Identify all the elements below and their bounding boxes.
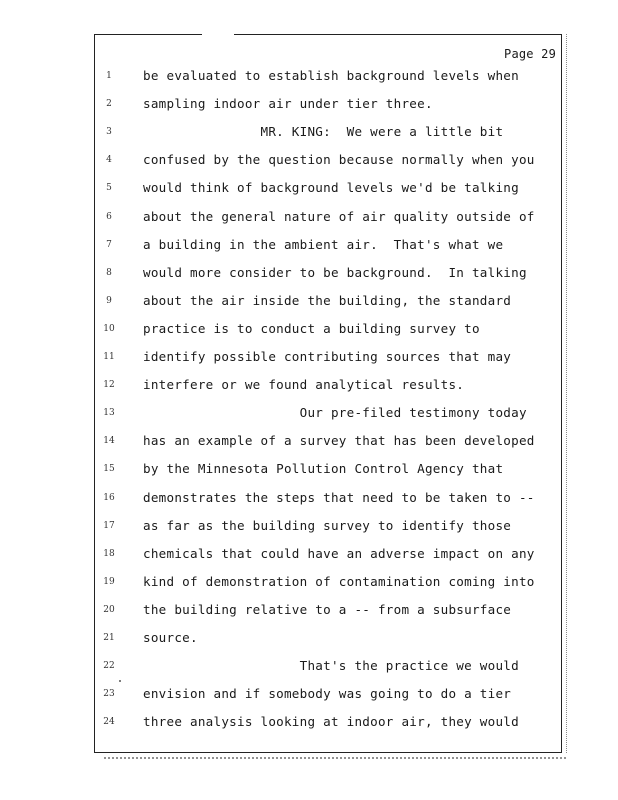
line-number: 24 [103,717,115,728]
line-number: 13 [103,408,115,419]
line-text: identify possible contributing sources that may [143,349,512,364]
page-number: Page 29 [504,47,556,61]
frame-top-gap [202,31,234,37]
line-number: 3 [106,127,112,138]
line-number: 6 [106,211,112,222]
line-text: three analysis looking at indoor air, they would [143,714,519,730]
line-text: the building relative to a -- from a subsurface [143,601,512,617]
line-number: 11 [103,352,115,362]
line-number: 15 [103,464,115,475]
line-number: 17 [103,520,115,531]
line-text: demonstrates the steps that need to be taken to -- [143,489,535,505]
line-text: by the Minnesota Pollution Control Agency that [143,461,504,477]
line-text: be evaluated to establish background levels when [143,68,519,83]
line-text: practice is to conduct a building survey to [143,320,480,336]
right-margin-rule [566,34,568,753]
line-text: about the general nature of air quality outside of [143,208,535,224]
line-number: 23 [103,689,115,700]
line-text: confused by the question because normally when you [143,152,535,168]
line-number: 1 [106,71,112,81]
line-number: 10 [103,323,115,334]
line-text: as far as the building survey to identify those [143,517,512,533]
line-number: 19 [103,576,115,587]
line-number: 9 [106,295,112,306]
line-text: That's the practice we would [143,658,519,674]
line-text: kind of demonstration of contamination coming into [143,573,535,589]
line-text: has an example of a survey that has been developed [143,433,535,449]
line-number: 16 [103,492,115,503]
line-number: 20 [103,604,115,615]
line-text: chemicals that could have an adverse impact on any [143,545,535,561]
line-number: 4 [106,155,112,166]
transcript-page-frame [94,34,562,753]
line-text: MR. KING: We were a little bit [143,124,504,140]
line-text: would think of background levels we'd be talking [143,180,519,196]
line-text: interfere or we found analytical results. [143,377,465,393]
line-text: envision and if somebody was going to do a tier [143,686,512,702]
line-text: source. [143,630,198,645]
line-text: sampling indoor air under tier three. [143,96,433,112]
line-number: 8 [106,267,112,278]
line-text: Our pre-filed testimony today [143,405,527,421]
line-number: 22 [103,661,115,672]
line-text: a building in the ambient air. That's what we [143,236,504,252]
footer-rule [104,757,566,763]
line-number: 2 [106,99,112,110]
line-text: would more consider to be background. In talking [143,264,527,280]
scan-speck [119,680,121,682]
line-number: 7 [106,239,112,250]
line-text: about the air inside the building, the standard [143,292,512,308]
line-number: 14 [103,436,115,447]
line-number: 21 [103,633,115,643]
line-number: 5 [106,183,112,194]
line-number: 12 [103,380,115,391]
line-number: 18 [103,548,115,559]
